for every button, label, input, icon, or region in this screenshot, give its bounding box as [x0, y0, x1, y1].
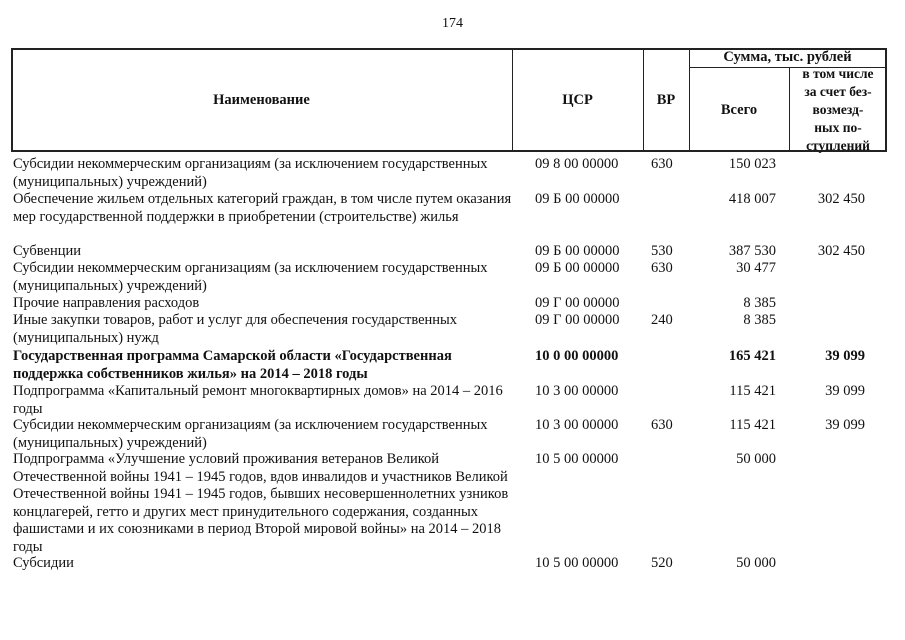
header-name: Наименование [213, 91, 310, 108]
row-total: 150 023 [728, 156, 776, 172]
row-vr: 630 [651, 156, 673, 172]
row-name: Подпрограмма «Капитальный ремонт многоквартирных домов» на 2014 – 2016 годы [13, 383, 503, 417]
row-name: Подпрограмма «Улучшение условий проживания ветеранов Великой Отечественной войны 1941 – 1945 годов, вдов инвалидов и участников Великой Отечественной войны 1941 – 1945 годов, бывших несовершеннолетних узников концлагерей, гетто и других мест принудительного содержания, созданных фашистами и их союзниками в период Второй мировой войны» на 2014 – 2018 годы [13, 451, 509, 555]
row-csr: 10 5 00 00000 [535, 555, 619, 571]
row-total: 115 421 [729, 383, 776, 399]
header-free-line: ных по- [814, 120, 862, 135]
row-total: 50 000 [736, 555, 776, 571]
row-csr: 09 Г 00 00000 [535, 312, 620, 328]
row-vr: 240 [651, 312, 673, 328]
row-csr: 09 8 00 00000 [535, 156, 619, 172]
row-csr: 09 Б 00 00000 [535, 260, 620, 276]
row-total: 50 000 [736, 451, 776, 467]
row-total: 418 007 [728, 191, 776, 207]
row-free: 39 099 [825, 417, 865, 433]
row-free: 39 099 [825, 348, 865, 364]
page-number: 174 [442, 16, 463, 31]
header-sum-group: Сумма, тыс. рублей [723, 49, 852, 65]
row-vr: 630 [651, 417, 673, 433]
row-total: 8 385 [743, 295, 776, 311]
header-vr: ВР [656, 91, 676, 108]
row-total: 8 385 [743, 312, 776, 328]
row-csr: 10 0 00 00000 [535, 348, 619, 364]
row-name: Иные закупки товаров, работ и услуг для обеспечения государственных (муниципальных) нужд [13, 312, 458, 346]
header-total: Всего [720, 101, 758, 118]
header-free [790, 68, 886, 152]
header-free-line: за счет без- [804, 84, 872, 99]
header-free-line: ступлений [806, 138, 870, 153]
row-csr: 09 Б 00 00000 [535, 243, 620, 259]
header-free-line: в том числе [802, 66, 874, 81]
header-csr: ЦСР [562, 91, 593, 108]
row-csr: 10 5 00 00000 [535, 451, 619, 467]
row-csr: 10 3 00 00000 [535, 383, 619, 399]
row-free: 39 099 [825, 383, 865, 399]
row-total: 165 421 [728, 348, 776, 364]
row-free: 302 450 [817, 191, 865, 207]
row-vr: 520 [651, 555, 673, 571]
row-total: 30 477 [736, 260, 776, 276]
row-name: Государственная программа Самарской области «Государственная поддержка собственников жилья» на 2014 – 2018 годы [13, 348, 452, 382]
row-csr: 10 3 00 00000 [535, 417, 619, 433]
row-name: Субсидии некоммерческим организациям (за исключением государственных (муниципальных) учреждений) [13, 417, 488, 451]
row-vr: 630 [651, 260, 673, 276]
row-csr: 09 Б 00 00000 [535, 191, 620, 207]
row-total: 115 421 [729, 417, 776, 433]
row-csr: 09 Г 00 00000 [535, 295, 620, 311]
row-vr: 530 [651, 243, 673, 259]
row-name: Субсидии некоммерческим организациям (за исключением государственных (муниципальных) учреждений) [13, 156, 488, 190]
row-free: 302 450 [817, 243, 865, 259]
row-total: 387 530 [728, 243, 776, 259]
table-header [11, 48, 887, 152]
header-free-line: возмезд- [812, 102, 864, 117]
row-name: Обеспечение жильем отдельных категорий граждан, в том числе путем оказания мер государственной поддержки в приобретении (строительстве) жилья [13, 191, 512, 225]
row-name: Субвенции [13, 243, 81, 259]
row-name: Субсидии некоммерческим организациям (за исключением государственных (муниципальных) учреждений) [13, 260, 488, 294]
row-name: Прочие направления расходов [13, 295, 200, 311]
row-name: Субсидии [13, 555, 74, 571]
